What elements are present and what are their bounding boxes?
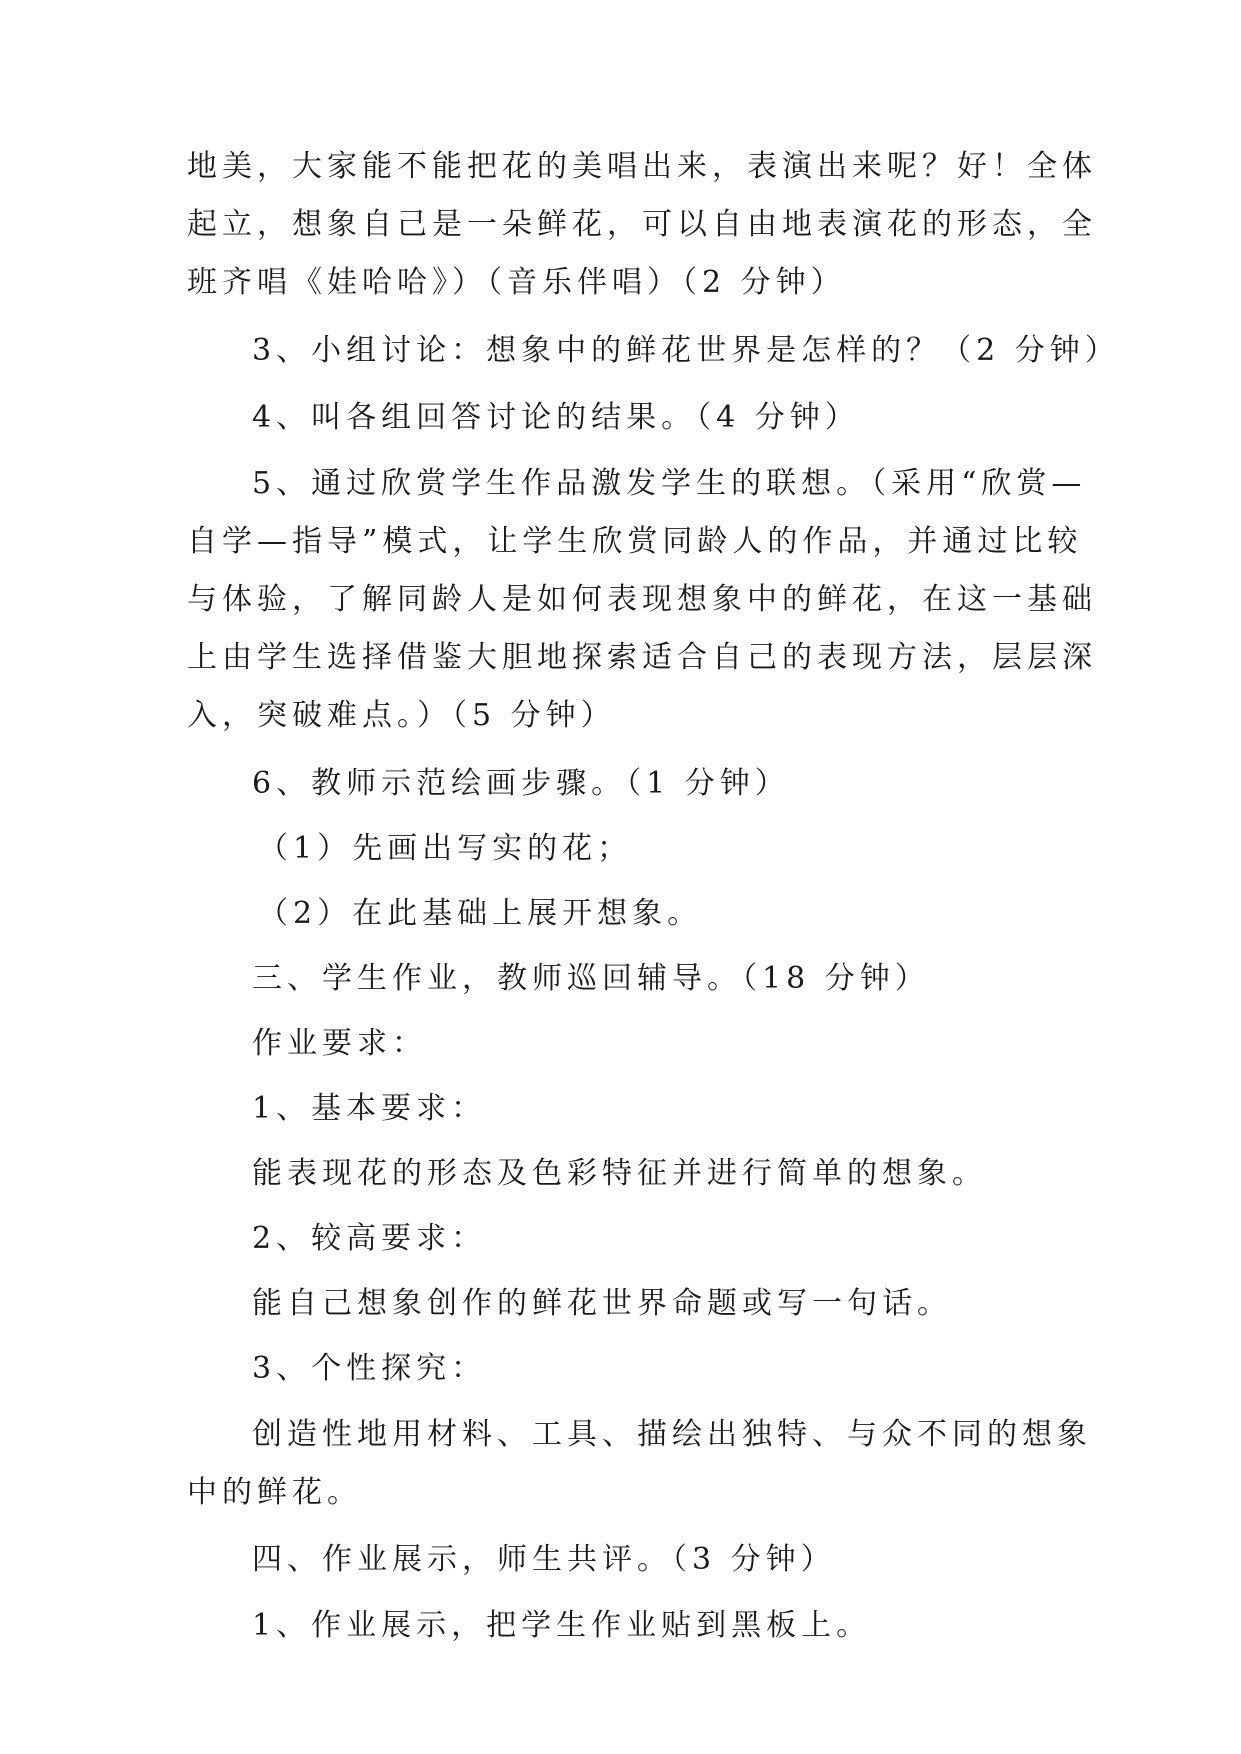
list-item: 1、基本要求： <box>252 1091 487 1126</box>
paragraph-line: 自学—指导”模式，让学生欣赏同龄人的作品，并通过比较 <box>187 524 1083 559</box>
list-item: 3、小组讨论：想象中的鲜花世界是怎样的？（2 分钟） <box>252 333 1120 368</box>
paragraph-line: 地美，大家能不能把花的美唱出来，表演出来呢？好！全体 <box>187 149 1097 184</box>
sub-item: （2）在此基础上展开想象。 <box>258 896 703 931</box>
paragraph-line: 起立，想象自己是一朵鲜花，可以自由地表演花的形态，全 <box>187 207 1097 242</box>
list-item: 1、作业展示，把学生作业贴到黑板上。 <box>252 1608 872 1643</box>
list-item: 2、较高要求： <box>252 1221 487 1256</box>
list-item: 6、教师示范绘画步骤。（1 分钟） <box>252 766 790 801</box>
list-item: 3、个性探究： <box>252 1351 487 1386</box>
sub-item: （1）先画出写实的花； <box>258 831 633 866</box>
paragraph-line: 能表现花的形态及色彩特征并进行简单的想象。 <box>252 1156 987 1191</box>
section-heading: 四、作业展示，师生共评。（3 分钟） <box>252 1542 836 1577</box>
paragraph-line: 入，突破难点。）（5 分钟） <box>187 698 616 733</box>
section-heading: 三、学生作业，教师巡回辅导。（18 分钟） <box>252 961 930 996</box>
paragraph-line: 班齐唱《娃哈哈》）（音乐伴唱）（2 分钟） <box>187 265 846 300</box>
list-item: 5、通过欣赏学生作品激发学生的联想。（采用“欣赏— <box>252 466 1087 501</box>
list-item: 4、叫各组回答讨论的结果。（4 分钟） <box>252 400 860 435</box>
paragraph-line: 上由学生选择借鉴大胆地探索适合自己的表现方法，层层深 <box>187 640 1097 675</box>
paragraph-line: 能自己想象创作的鲜花世界命题或写一句话。 <box>252 1286 952 1321</box>
paragraph-line: 作业要求： <box>252 1026 427 1061</box>
paragraph-line: 与体验，了解同龄人是如何表现想象中的鲜花，在这一基础 <box>187 582 1097 617</box>
paragraph-line: 创造性地用材料、工具、描绘出独特、与众不同的想象 <box>252 1417 1092 1452</box>
paragraph-line: 中的鲜花。 <box>187 1475 362 1510</box>
